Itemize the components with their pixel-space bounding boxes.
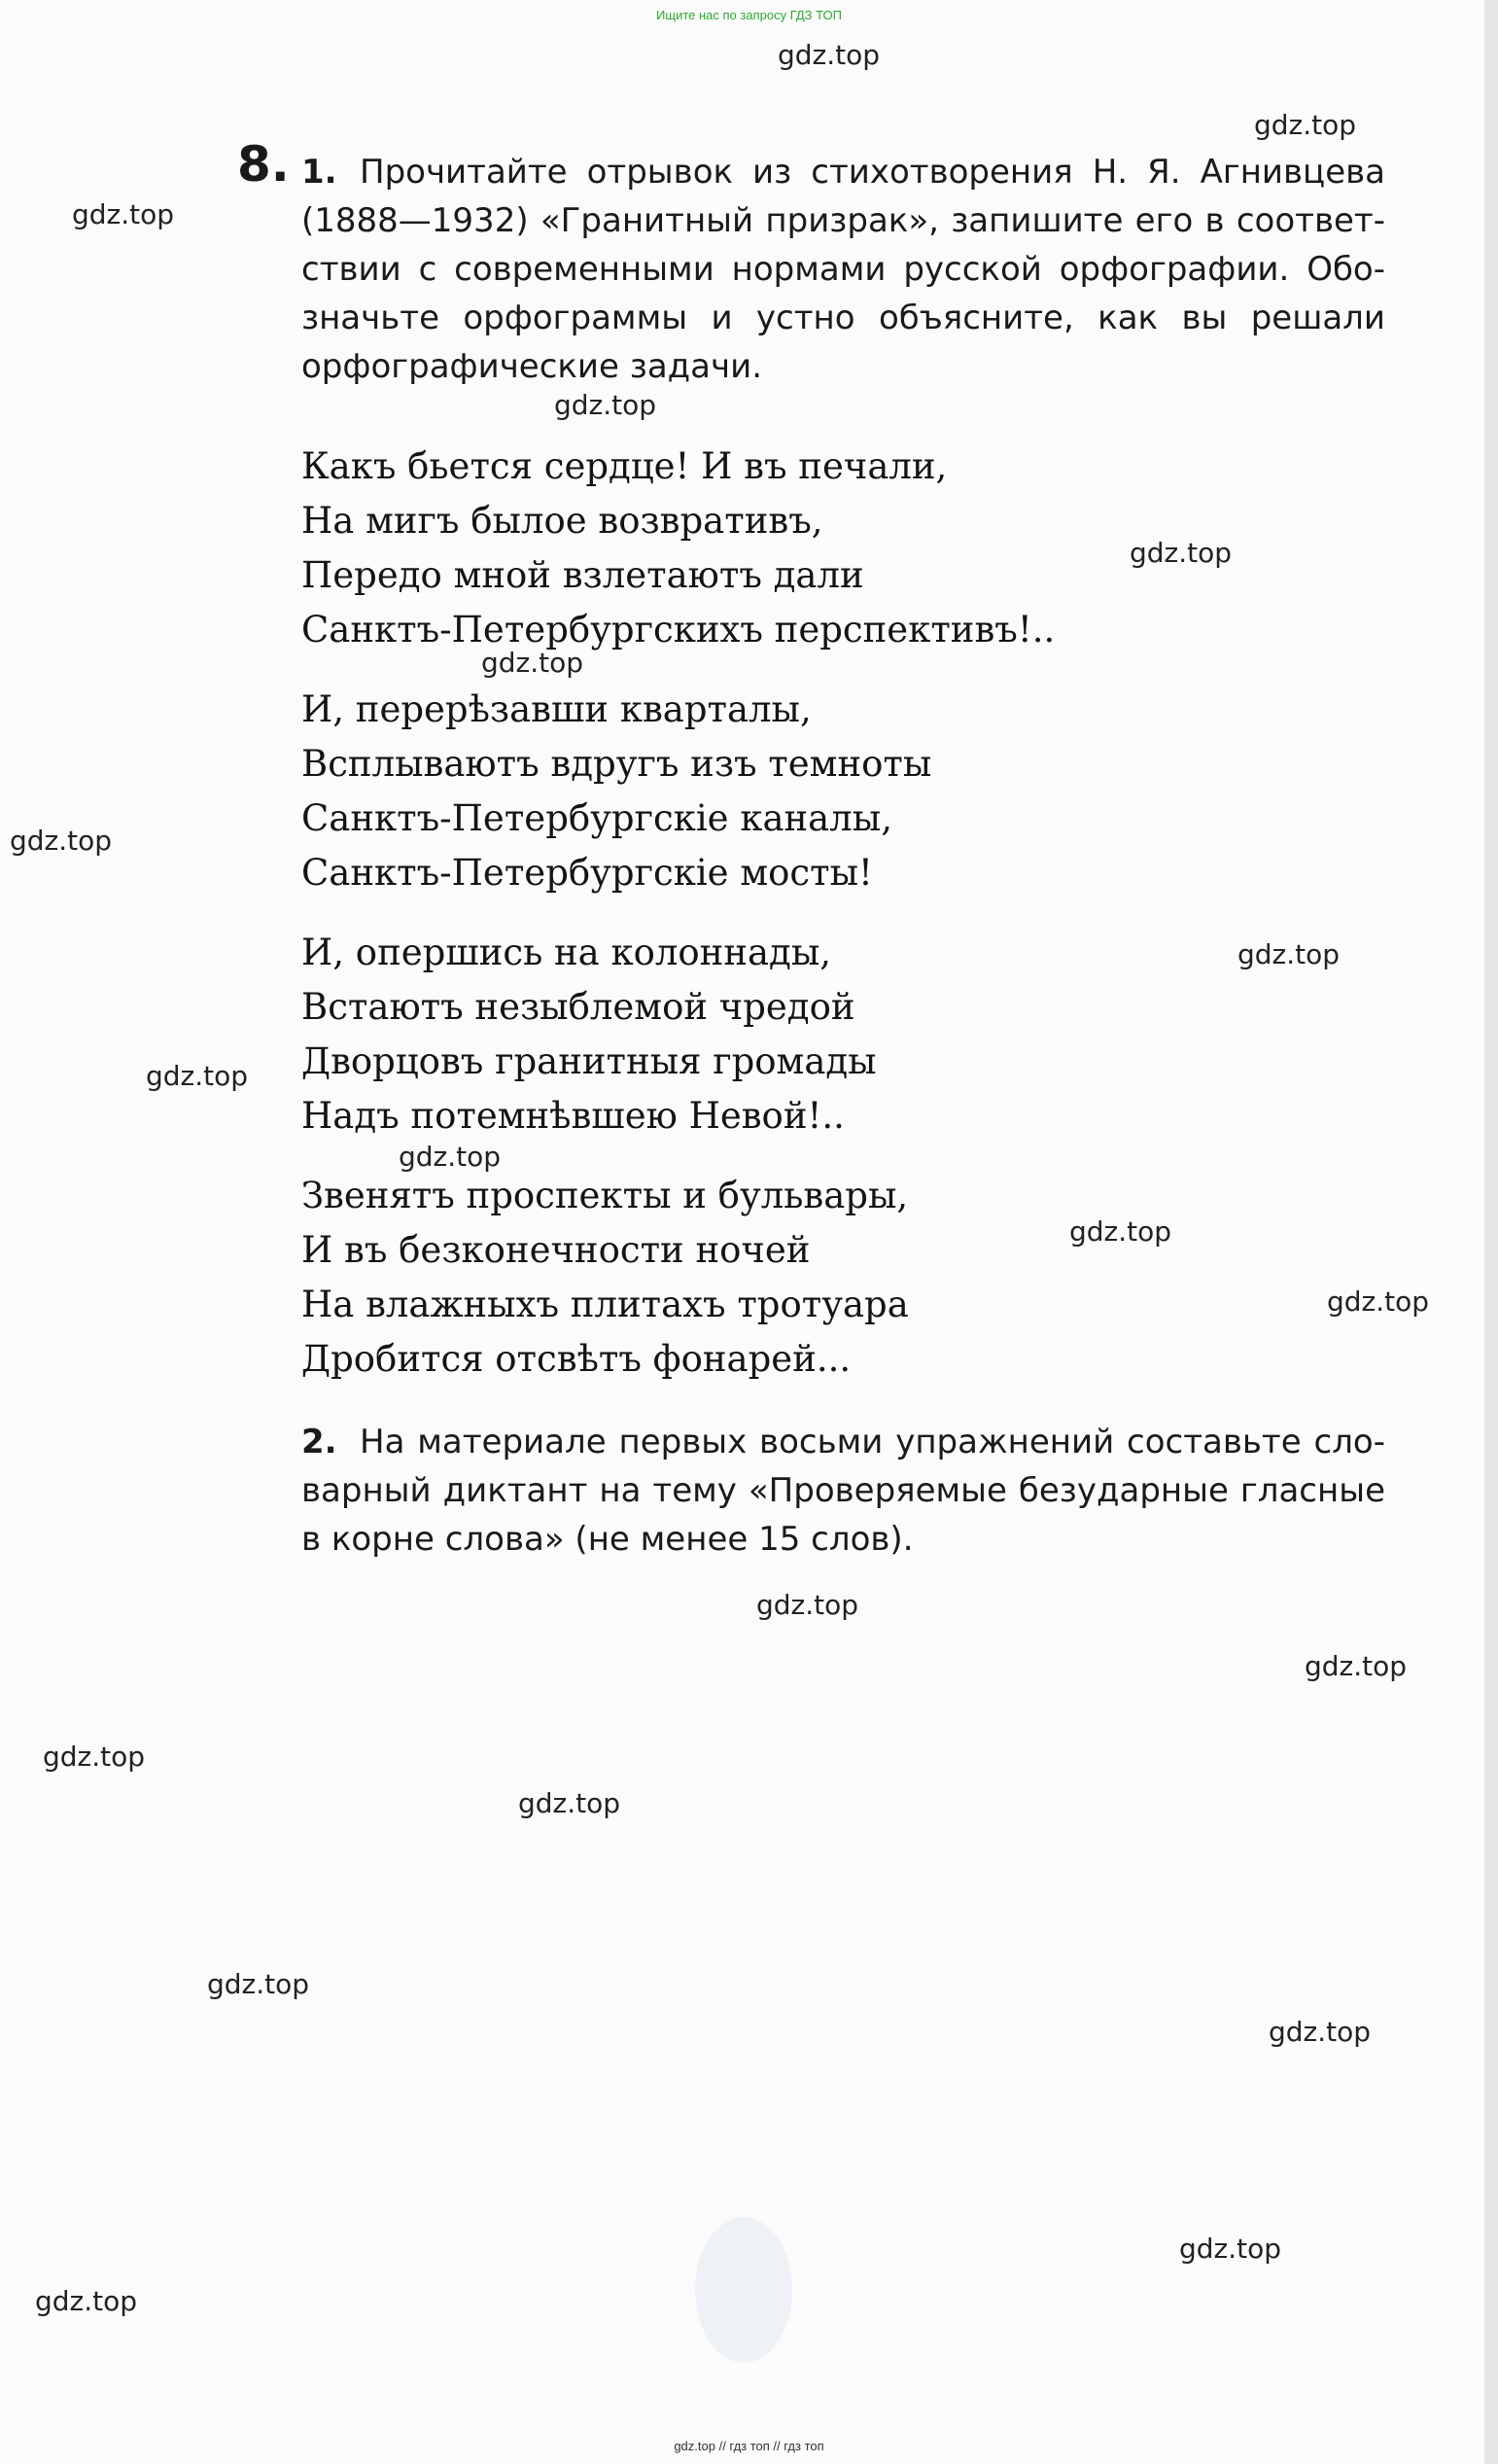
poem-line: Звенятъ проспекты и бульвары, — [301, 1175, 909, 1216]
watermark: gdz.top — [399, 1141, 502, 1173]
poem-stanza — [301, 440, 1371, 657]
poem-stanza — [301, 926, 1371, 1144]
poem-line: И, опершись на колоннады, — [301, 932, 832, 973]
task-text-line: варный диктант на тему «Проверяемые безударные гласные — [301, 1471, 1385, 1510]
watermark: gdz.top — [1305, 1650, 1408, 1682]
poem-line: Дворцовъ гранитныя громады — [301, 1040, 877, 1082]
task-text-line: ствии с современными нормами русской орфографии. Обо- — [301, 250, 1385, 289]
watermark: gdz.top — [481, 647, 584, 679]
poem-line: И въ безконечности ночей — [301, 1229, 811, 1271]
watermark: gdz.top — [778, 39, 881, 71]
watermark: gdz.top — [1254, 109, 1357, 141]
task-text-line: в корне слова» (не менее 15 слов). — [301, 1520, 914, 1559]
watermark: gdz.top — [72, 198, 175, 230]
top-banner[interactable]: Ищите нас по запросу ГДЗ ТОП — [656, 8, 842, 22]
watermark: gdz.top — [10, 825, 113, 857]
watermark: gdz.top — [1269, 2016, 1372, 2048]
watermark: gdz.top — [146, 1060, 249, 1092]
task-text-line: орфографические задачи. — [301, 347, 763, 386]
task-2 — [301, 1418, 1385, 1564]
poem-line: Санктъ-Петербургскіе мосты! — [301, 852, 873, 894]
page-stain — [695, 2217, 792, 2363]
task-number: 1. — [301, 153, 337, 192]
poem-stanza — [301, 1169, 1371, 1387]
exercise-number: 8. — [237, 136, 290, 193]
poem-line: Санктъ-Петербургскихъ перспективъ!.. — [301, 609, 1056, 651]
poem-line: Всплываютъ вдругъ изъ темноты — [301, 743, 932, 785]
poem-line: На мигъ былое возвративъ, — [301, 500, 823, 542]
task-text-line: На материале первых восьми упражнений составьте сло- — [360, 1423, 1385, 1461]
task-text-line: Прочитайте отрывок из стихотворения Н. Я. Агнивцева — [360, 153, 1385, 192]
poem-line: На влажныхъ плитахъ тротуара — [301, 1284, 909, 1325]
poem-line: Какъ бьется сердце! И въ печали, — [301, 445, 948, 487]
task-number: 2. — [301, 1423, 337, 1461]
watermark: gdz.top — [1130, 537, 1233, 569]
poem — [301, 440, 1371, 1412]
watermark: gdz.top — [43, 1741, 146, 1773]
poem-line: Надъ потемнѣвшею Невой!.. — [301, 1095, 845, 1137]
poem-line: И, перерѣзавши кварталы, — [301, 688, 812, 730]
watermark: gdz.top — [1237, 938, 1341, 970]
watermark: gdz.top — [35, 2285, 138, 2317]
poem-line: Встаютъ незыблемой чредой — [301, 986, 855, 1028]
bottom-banner[interactable]: gdz.top // гдз топ // гдз топ — [674, 2439, 824, 2453]
watermark: gdz.top — [207, 1968, 310, 2000]
page-edge — [1484, 0, 1498, 2464]
poem-stanza — [301, 683, 1371, 900]
watermark: gdz.top — [1179, 2233, 1282, 2265]
watermark: gdz.top — [518, 1787, 621, 1819]
watermark: gdz.top — [1069, 1215, 1172, 1248]
task-1 — [301, 148, 1385, 391]
task-text-line: значьте орфограммы и устно объясните, как вы решали — [301, 299, 1385, 337]
task-text-line: (1888—1932) «Гранитный призрак», запишите его в соответ- — [301, 201, 1385, 240]
watermark: gdz.top — [1327, 1285, 1430, 1318]
poem-line: Санктъ-Петербургскіе каналы, — [301, 797, 892, 839]
watermark: gdz.top — [554, 389, 657, 421]
poem-line: Передо мной взлетаютъ дали — [301, 554, 864, 596]
watermark: gdz.top — [756, 1589, 859, 1621]
poem-line: Дробится отсвѣтъ фонарей... — [301, 1338, 852, 1380]
